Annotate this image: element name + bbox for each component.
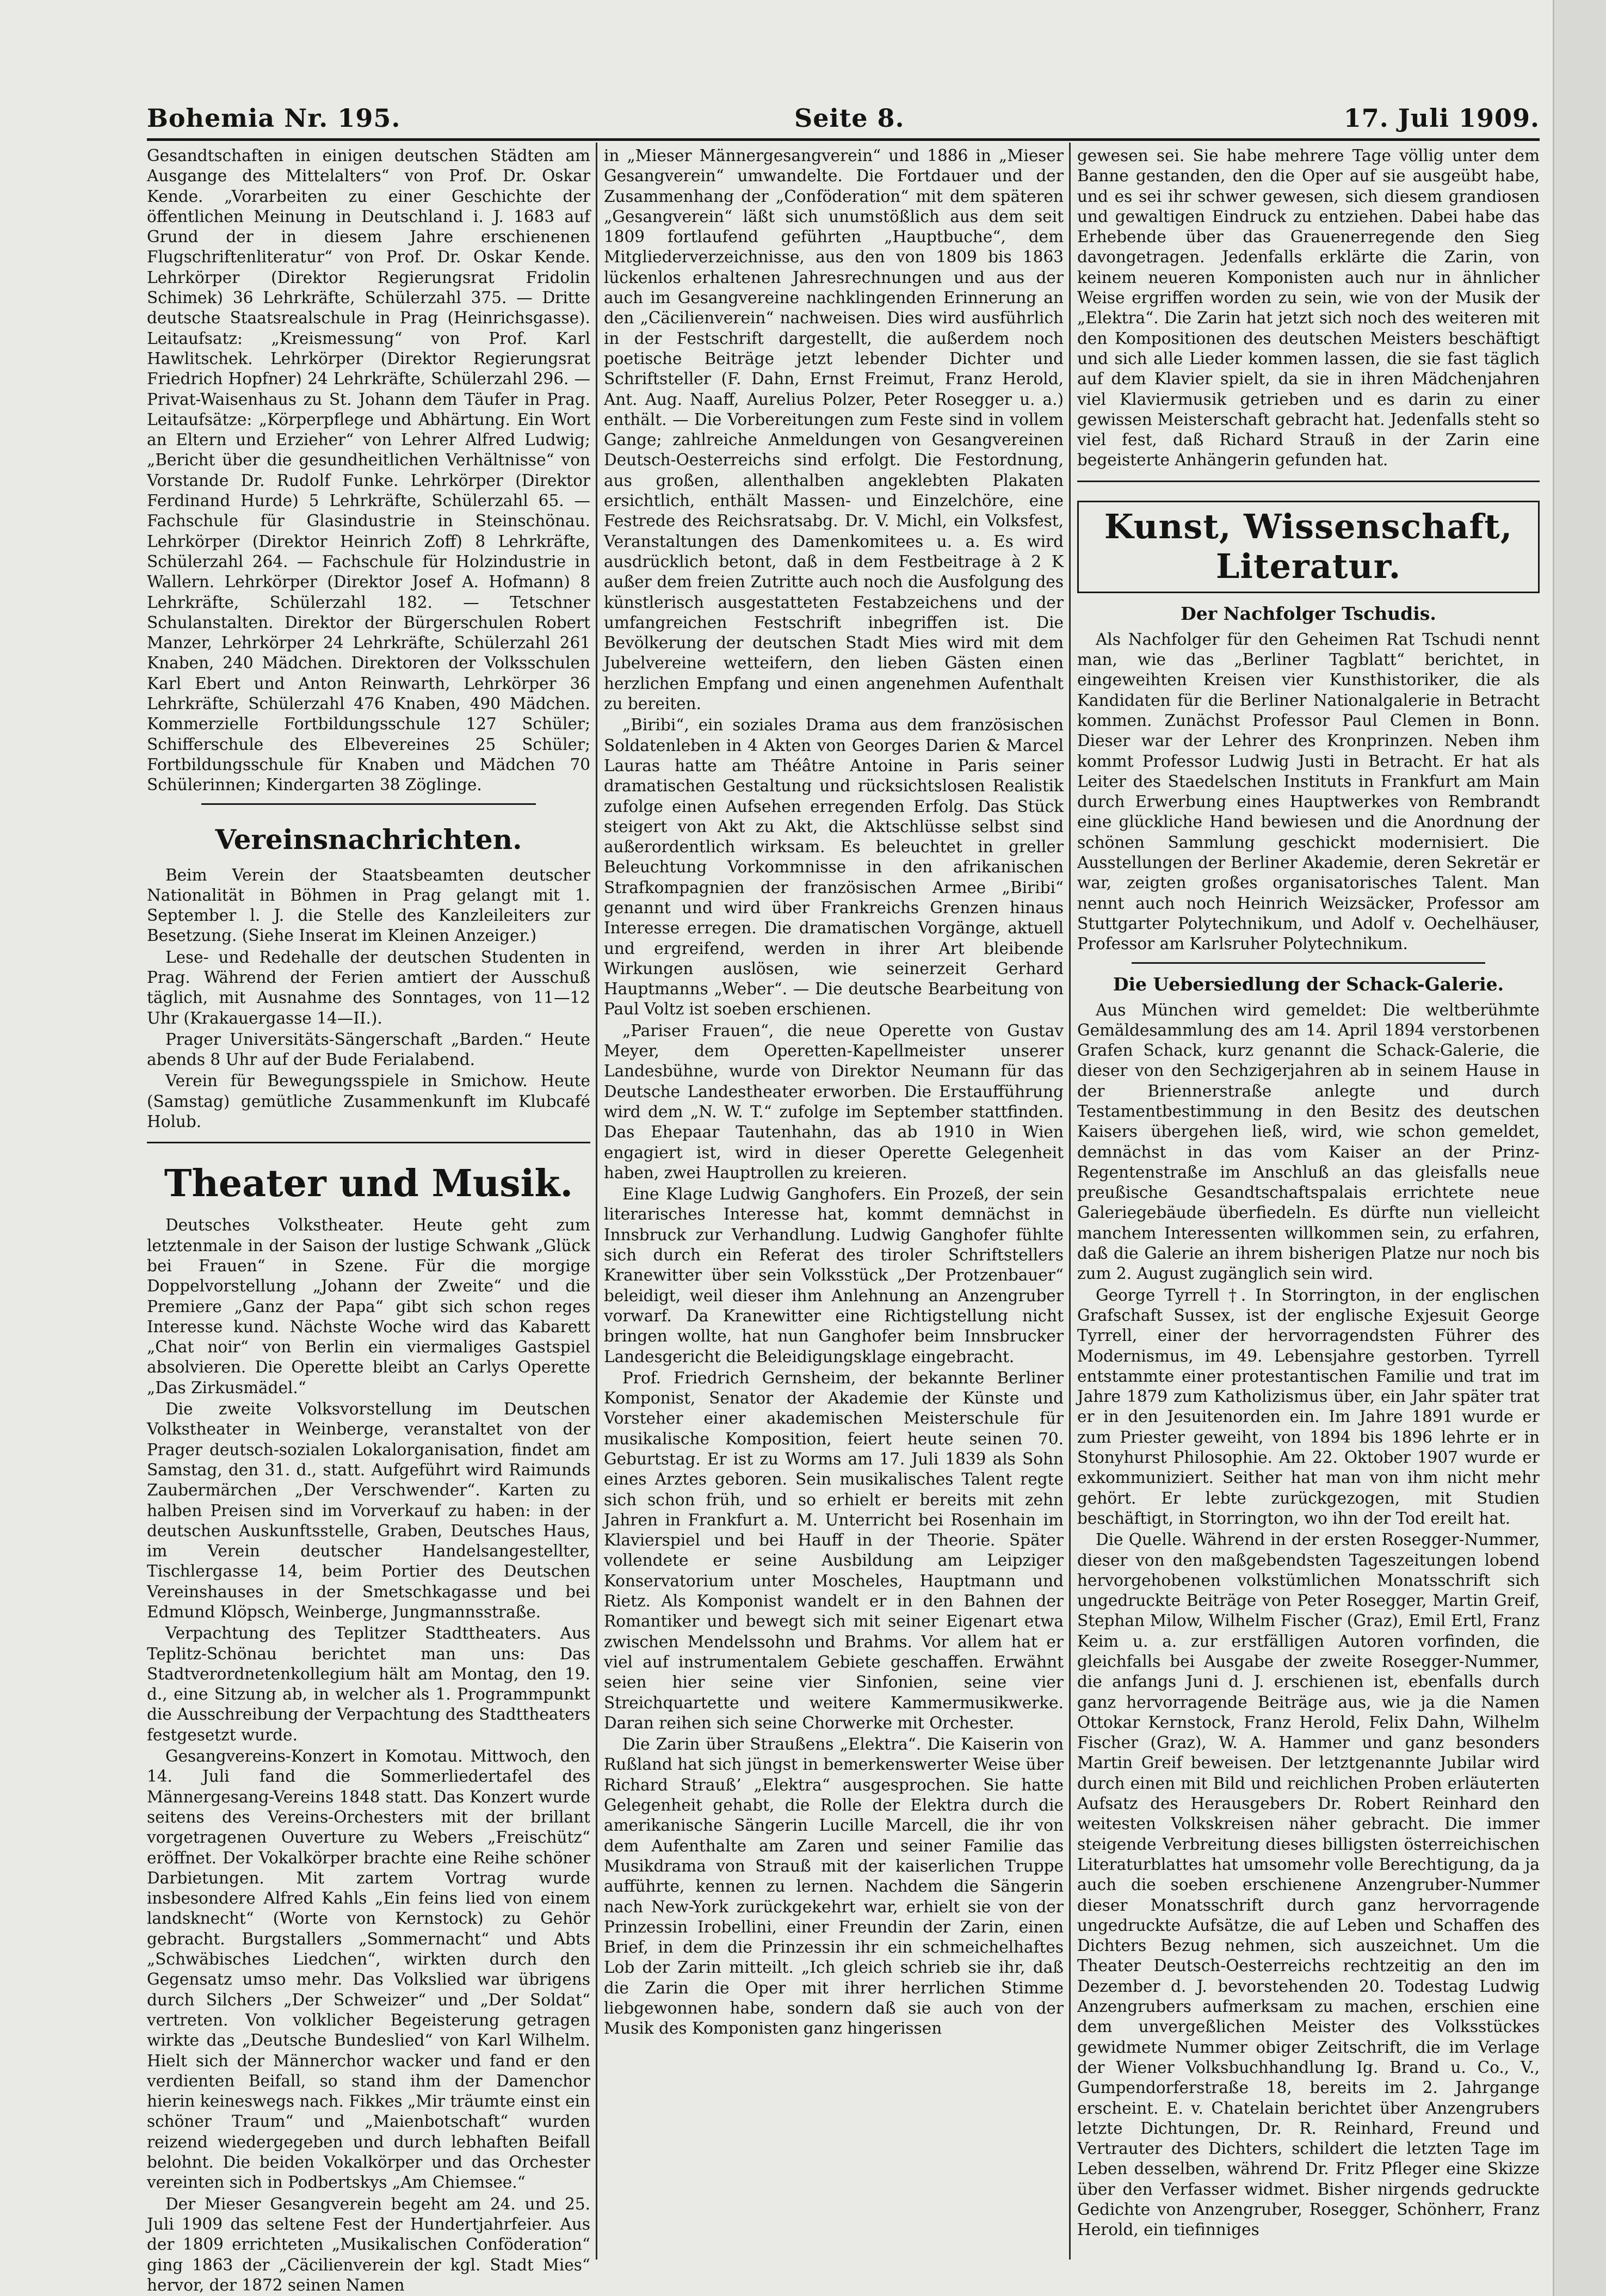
header-page-number: Seite 8. (794, 103, 905, 133)
page-header (147, 103, 1540, 136)
article-schack-galerie: Aus München wird gemeldet: Die weltberühmte Gemäldesammlung des am 14. April 1894 verstorbenen Grafen Schack, kurz genannt die Schack-Galerie, die dieser von den Sechzigerjahren ab in seinem Hause in der Briennerstraße anlegte und durch Testamentbestimmung in den Besitz des deutschen Kaisers übergehen ließ, wird, wie schon gemeldet, demnächst in das vom Kaiser an der Prinz-Regentenstraße im Anschluß an das gleisfalls neue preußische Gesandtschaftspalais errichtete neue Galeriegebäude überfiedeln. Es dürfte nun vielleicht manchem Interessenten willkommen sein, zu erfahren, daß die Galerie an ihrem bisherigen Platze nur noch bis zum 2. August zugänglich sein wird. (1077, 1000, 1540, 1283)
article-gernsheim: Prof. Friedrich Gernsheim, der bekannte Berliner Komponist, Senator der Akademie der Künste und Vorsteher einer akademischen Meisterschule für musikalische Komposition, feiert heute seinen 70. Geburtstag. Er ist zu Worms am 17. Juli 1839 als Sohn eines Arztes geboren. Sein musikalisches Talent regte sich schon früh, und so erhielt er bereits mit zehn Jahren in Frankfurt a. M. Unterricht bei Rosenhain im Klavierspiel und bei Hauff in der Theorie. Später vollendete er seine Ausbildung am Leipziger Konservatorium unter Moscheles, Hauptmann und Rietz. Als Komponist wandelt er in den Bahnen der Romantiker und bewegt sich mit seiner Eigenart etwa zwischen Mendelssohn und Brahms. Vor allem hat er viel auf instrumentalem Gebiete geschaffen. Erwähnt seien hier seine vier Sinfonien, seine vier Streichquartette und weitere Kammermusikwerke. Daran reihen sich seine Chorwerke mit Orchester. (604, 1368, 1064, 1732)
divider (147, 1142, 590, 1143)
subheading-schack-galerie: Die Uebersiedlung der Schack-Galerie. (1113, 973, 1504, 995)
notice-staatsbeamten: Beim Verein der Staatsbeamten deutscher Nationalität in Böhmen in Prag gelangt mit 1. September l. J. die Stelle des Kanzleileiters zur Besetzung. (Siehe Inserat im Kleinen Anzeiger.) (147, 865, 590, 945)
page-edge-shadow (1553, 0, 1606, 2296)
column-1 (147, 146, 590, 2294)
article-die-quelle: Die Quelle. Während in der ersten Rosegger-Nummer, dieser von den maßgebendsten Tageszeitungen lobend hervorgehobenen volkstümlichen Monatsschrift sich ungedruckte Beiträge von Peter Rosegger, Martin Greif, Stephan Milow, Wilhelm Fischer (Graz), Emil Ertl, Franz Keim u. a. zur erstfälligen Autoren vorfinden, die gleichfalls bei Ausgabe der zweite Rosegger-Nummer, die anfangs Juni d. J. erschienen ist, ebenfalls durch ganz hervorragende Beiträge aus, wie ja die Namen Ottokar Kernstock, Franz Herold, Felix Dahn, Wilhelm Fischer (Graz), W. A. Hammer und ganz besonders Martin Greif beweisen. Der letztgenannte Jubilar wird durch einen mit Bild und reichlichen Proben erläuterten Aufsatz des Herausgebers Dr. Robert Reinhard den weitesten Volkskreisen näher gebracht. Die immer steigende Verbreitung dieses billigsten österreichischen Literaturblattes hat umsomehr volle Berechtigung, da ja auch die soeben erschienene Anzengruber-Nummer dieser Monatsschrift durch ganz hervorragende ungedruckte Aufsätze, die auf Leben und Schaffen des Dichters Bezug nehmen, sich auszeichnet. Um die Theater Deutsch-Oesterreichs rechtzeitig an den im Dezember d. J. bevorstehenden 20. Todestag Ludwig Anzengrubers aufmerksam zu machen, erschien eine dem unvergeßlichen Meister des Volksstückes gewidmete Nummer obiger Zeitschrift, die im Verlage der Wiener Volksbuchhandlung Ig. Brand u. Co., V., Gumpendorferstraße 18, bereits im 2. Jahrgange erscheint. E. v. Chatelain berichtet über Anzengrubers letzte Dichtungen, Dr. R. Reinhard, Freund und Vertrauter des Dichters, schildert die letzten Tage im Leben desselben, während Dr. Fritz Pfleger eine Skizze über den Verfasser widmet. Bisher nirgends gedruckte Gedichte von Anzengruber, Rosegger, Schönherr, Franz Herold, ein tiefinniges (1077, 1530, 1540, 2239)
article-teplitz-stadttheater: Verpachtung des Teplitzer Stadttheaters. Aus Teplitz-Schönau berichtet man uns: Das Stadtverordnetenkollegium hält am Montag, den 19. d., eine Sitzung ab, in welcher als 1. Programmpunkt die Ausschreibung der Verpachtung des Stadttheaters festgesetzt wurde. (147, 1624, 590, 1744)
header-rule (147, 138, 1540, 141)
divider (1132, 962, 1485, 964)
article-mieser-continued: in „Mieser Männergesangverein“ und 1886 in „Mieser Gesangverein“ umwandelte. Die Fortdauer und der Zusammenhang der „Conföderation“ mit dem späteren „Gesangverein“ läßt sich unumstößlich aus dem seit 1809 fortlaufend geführten „Hauptbuche“, dem Mitgliederverzeichnisse, aus den von 1809 bis 1863 lückenlos erhaltenen Jahresrechnungen und aus der auch im Gesangvereine nachklingenden Erinnerung an den „Cäcilienverein“ nachweisen. Dies wird ausführlich in der Festschrift dargestellt, die außerdem noch poetische Beiträge jetzt lebender Dichter und Schriftsteller (F. Dahn, Ernst Freimut, Franz Herold, Ant. Aug. Naaff, Aurelius Polzer, Peter Rosegger u. a.) enthält. — Die Vorbereitungen zum Feste sind in vollem Gange; zahlreiche Anmeldungen von Gesangvereinen Deutsch-Oesterreichs sind erfolgt. Die Festordnung, aus großen, allenthalben angeklebten Plakaten ersichtlich, enthält Massen- und Einzelchöre, eine Festrede des Reichsratsabg. Dr. V. Michl, ein Volksfest, Veranstaltungen des Damenkomitees u. a. Es wird ausdrücklich betont, daß in dem Festbeitrage à 2 K außer dem freien Zutritte auch noch die Ausfolgung des künstlerisch ausgestatteten Festabzeichens und der umfangreichen Festschrift inbegriffen ist. Die Bevölkerung der deutschen Stadt Mies wird mit dem Jubelvereine wetteifern, den lieben Gästen einen herzlichen Empfang und einen angenehmen Aufenthalt zu bereiten. (604, 146, 1064, 713)
article-volkstheater: Deutsches Volkstheater. Heute geht zum letztenmale in der Saison der lustige Schwank „Glück bei Frauen“ in Szene. Für die morgige Doppelvorstellung „Johann der Zweite“ und die Premiere „Ganz der Papa“ gibt sich schon reges Interesse kund. Nächste Woche wird das Kabarett „Chat noir“ von Berlin ein viermaliges Gastspiel absolvieren. Die Operette bleibt an Carlys Operette „Das Zirkusmädel.“ (147, 1216, 590, 1397)
column-3 (1077, 146, 1540, 2257)
subheading-nachfolger-tschudis: Der Nachfolger Tschudis. (1181, 602, 1436, 624)
column-rule-1 (596, 143, 597, 2260)
divider (1077, 481, 1540, 482)
article-biribi: „Biribi“, ein soziales Drama aus dem französischen Soldatenleben in 4 Akten von Georges Darien & Marcel Lauras hatte am Théâtre Antoine in Paris seiner dramatischen Gestaltung und rücksichtslosen Realistik zufolge einen Aufsehen erregenden Erfolg. Das Stück steigert von Akt zu Akt, die Aktschlüsse selbst sind außerordentlich wirksam. Es beleuchtet in greller Beleuchtung Vorkommnisse in den afrikanischen Strafkompagnien der französischen Armee „Biribi“ genannt und wird über Frankreichs Grenzen hinaus Interesse erregen. Die dramatischen Vorgänge, aktuell und ergreifend, werden in ihrer Art bleibende Wirkungen auslösen, wie seinerzeit Gerhard Hauptmanns „Weber“. — Die deutsche Bearbeitung von Paul Voltz ist soeben erschienen. (604, 716, 1064, 1019)
article-george-tyrrell: George Tyrrell †. In Storrington, in der englischen Grafschaft Sussex, ist der englische Exjesuit George Tyrrell, einer der hervorragendsten Führer des Modernismus, im 49. Lebensjahre gestorben. Tyrrell entstammte einer protestantischen Familie und trat im Jahre 1879 zum Katholizismus über, ein Jahr später trat er in den Jesuitenorden ein. Im Jahre 1891 wurde er zum Priester geweiht, von 1894 bis 1896 lehrte er in Stonyhurst Philosophie. Am 22. Oktober 1907 wurde er exkommuniziert. Seither hat man von ihm nicht mehr gehört. Er lebte zurückgezogen, mit Studien beschäftigt, in Storrington, wo ihn der Tod ereilt hat. (1077, 1285, 1540, 1528)
section-heading-theater-musik: Theater und Musik. (164, 1162, 573, 1206)
article-volksvorstellung: Die zweite Volksvorstellung im Deutschen Volkstheater in Weinberge, veranstaltet von der Prager deutsch-sozialen Lokalorganisation, findet am Samstag, den 31. d., statt. Aufgeführt wird Raimunds Zaubermärchen „Der Verschwender“. Karten zu halben Preisen sind im Vorverkauf zu haben: in der deutschen Auskunftsstelle, Graben, Deutsches Haus, im Verein deutscher Handelsangestellter, Tischlergasse 14, beim Portier des Deutschen Vereinshauses in der Smetschkagasse und bei Edmund Klöpsch, Weinberge, Jungmannsstraße. (147, 1400, 590, 1621)
article-mieser-gesangverein: Der Mieser Gesangverein begeht am 24. und 25. Juli 1909 das seltene Fest der Hundertjahrfeier. Aus der 1809 errichteten „Musikalischen Conföderation“ ging 1863 der „Cäcilienverein der kgl. Stadt Mies“ hervor, der 1872 seinen Namen (147, 2194, 590, 2294)
article-zarin-elektra: Die Zarin über Straußens „Elektra“. Die Kaiserin von Rußland hat sich jüngst in bemerkenswerter Weise über Richard Strauß’ „Elektra“ ausgesprochen. Sie hatte Gelegenheit gehabt, die Rolle der Elektra durch die amerikanische Sängerin Lucille Marcell, die ihr von dem Aufenthalte am Zaren und seiner Familie das Musikdrama von Strauß mit der kaiserlichen Truppe aufführte, kennen zu lernen. Nachdem die Sängerin nach New-York zurückgekehrt war, erhielt sie von der Prinzessin Irobellini, einer Freundin der Zarin, einen Brief, in dem die Prinzessin ihr ein schmeichelhaftes Lob der Zarin mitteilt. „Ich gleich schrieb sie ihr, daß die Zarin die Oper mit ihrer herrlichen Stimme liebgewonnen habe, sondern daß sie auch von der Musik des Komponisten ganz hingerissen (604, 1735, 1064, 2038)
notice-bewegungsspiele: Verein für Bewegungsspiele in Smichow. Heute (Samstag) gemütliche Zusammenkunft im Klubcafé Holub. (147, 1072, 590, 1131)
article-nachfolger-tschudis: Als Nachfolger für den Geheimen Rat Tschudi nennt man, wie das „Berliner Tagblatt“ berichtet, in eingeweihten Kreisen vier Kunsthistoriker, die als Kandidaten für die Berliner Nationalgalerie in Betracht kommen. Zunächst Professor Paul Clemen in Bonn. Dieser war der Lehrer des Kronprinzen. Neben ihm kommt Professor Ludwig Justi in Betracht. Er hat als Leiter des Staedelschen Instituts in Frankfurt am Main durch Erwerbung eines Hauptwerkes von Rembrandt eine glückliche Hand bewiesen und die Anordnung der schönen Sammlung geschickt modernisiert. Die Ausstellungen der Berliner Akademie, deren Sekretär er war, zeigten großes organisatorisches Talent. Man nennt auch noch Heinrich Weizsäcker, Professor am Stuttgarter Polytechnikum, und Adolf v. Oechelhäuser, Professor am Karlsruher Polytechnikum. (1077, 630, 1540, 953)
section-heading-vereinsnachrichten: Vereinsnachrichten. (215, 823, 522, 855)
article-pariser-frauen: „Pariser Frauen“, die neue Operette von Gustav Meyer, dem Operetten-Kapellmeister unserer Landesbühne, wurde von Direktor Neumann für das Deutsche Landestheater erworben. Die Erstaufführung wird dem „N. W. T.“ zufolge im September stattfinden. Das Ehepaar Tautenhahn, das ab 1910 in Wien engagiert ist, wird in dieser Operette Gelegenheit haben, zwei Hauptrollen zu kreieren. (604, 1021, 1064, 1182)
header-date: 17. Juli 1909. (1343, 103, 1540, 133)
article-komotau-konzert: Gesangvereins-Konzert in Komotau. Mittwoch, den 14. Juli fand die Sommerliedertafel des Männergesang-Vereins 1848 statt. Das Konzert wurde seitens des Vereins-Orchesters mit der brillant vorgetragenen Ouverture zu Webers „Freischütz“ eröffnet. Der Vokalkörper brachte eine Reihe schöner Darbietungen. Mit zartem Vortrag wurde insbesondere Alfred Kahls „Ein feins lied von einem landsknecht“ (Worte von Kernstock) zu Gehör gebracht. Burgstallers „Sommernacht“ und Abts „Schwäbisches Liedchen“, wirkten durch den Gegensatz umso mehr. Das Volkslied war übrigens durch Silchers „Der Schweizer“ und „Der Soldat“ vertreten. Von volklicher Begeisterung getragen wirkte das „Deutsche Bundeslied“ von Karl Wilhelm. Hielt sich der Männerchor wacker und fand er den verdienten Beifall, so stand ihm der Damenchor hierin keineswegs nach. Fikkes „Mir träumte einst ein schöner Traum“ und „Maienbotschaft“ wurden reizend wiedergegeben und durch lebhaften Beifall belohnt. Die beiden Vokalkörper und das Orchester vereinten sich in Podbertskys „Am Chiemsee.“ (147, 1747, 590, 2192)
article-ganghofer-klage: Eine Klage Ludwig Ganghofers. Ein Prozeß, der sein literarisches Interesse hat, kommt demnächst in Innsbruck zur Verhandlung. Ludwig Ganghofer fühlte sich durch ein Referat des tiroler Schriftstellers Kranewitter über sein Volksstück „Der Protzenbauer“ beleidigt, weil dieser ihm Anlehnung an Anzengruber vorwarf. Da Kranewitter eine Richtigstellung nicht bringen wollte, hat nun Ganghofer beim Innsbrucker Landesgericht die Beleidigungsklage eingebracht. (604, 1185, 1064, 1366)
column-2 (604, 146, 1064, 2257)
notice-lesehalle: Lese- und Redehalle der deutschen Studenten in Prag. Während der Ferien amtiert der Ausschuß täglich, mit Ausnahme des Sonntages, von 11—12 Uhr (Krakauergasse 14—II.). (147, 947, 590, 1027)
section-heading-kunst-wissenschaft: Kunst, Wissenschaft, Literatur. (1077, 501, 1540, 593)
article-school-reports: Gesandtschaften in einigen deutschen Städten am Ausgange des Mittelalters“ von Prof. Dr. Oskar Kende. „Vorarbeiten zu einer Geschichte der öffentlichen Meinung in Deutschland i. J. 1683 auf Grund der in diesem Jahre erschienenen Flugschriftenliteratur“ von Prof. Dr. Oskar Kende. Lehrkörper (Direktor Regierungsrat Fridolin Schimek) 36 Lehrkräfte, Schülerzahl 375. — Dritte deutsche Staatsrealschule in Prag (Heinrichsgasse). Leitaufsatz: „Kreismessung“ von Prof. Karl Hawlitschek. Lehrkörper (Direktor Regierungsrat Friedrich Hopfner) 24 Lehrkräfte, Schülerzahl 296. — Privat-Waisenhaus zu St. Johann dem Täufer in Prag. Leitaufsätze: „Körperpflege und Abhärtung. Ein Wort an Eltern und Erzieher“ von Lehrer Alfred Ludwig; „Bericht über die gesundheitlichen Verhältnisse“ von Vorstande Dr. Rudolf Funke. Lehrkörper (Direktor Ferdinand Hurde) 5 Lehrkräfte, Schülerzahl 65. — Fachschule für Glasindustrie in Steinschönau. Lehrkörper (Direktor Heinrich Zoff) 8 Lehrkräfte, Schülerzahl 264. — Fachschule für Holzindustrie in Wallern. Lehrkörper (Direktor Josef A. Hofmann) 8 Lehrkräfte, Schülerzahl 182. — Tetschner Schulanstalten. Direktor der Bürgerschulen Robert Manzer, Lehrkörper 24 Lehrkräfte, Schülerzahl 261 Knaben, 240 Mädchen. Direktoren der Volksschulen Karl Ebert und Anton Reinwarth, Lehrkörper 36 Lehrkräfte, Schülerzahl 476 Knaben, 490 Mädchen. Kommerzielle Fortbildungsschule 127 Schüler; Schifferschule des Elbevereines 25 Schüler; Fortbildungsschule für Knaben und Mädchen 70 Schülerinnen; Kindergarten 38 Zöglinge. (147, 146, 590, 795)
divider (201, 803, 536, 805)
header-newspaper-issue: Bohemia Nr. 195. (147, 103, 401, 133)
column-rule-2 (1069, 143, 1071, 2260)
article-zarin-continued: gewesen sei. Sie habe mehrere Tage völlig unter dem Banne gestanden, den die Oper auf sie ausgeübt habe, und es sei ihr schwer gewesen, sich diesem grandiosen und gewaltigen Eindruck zu entziehen. Dabei habe das Erhebende über das Grauenerregende den Sieg davongetragen. Jedenfalls erklärte die Zarin, von keinem neueren Komponisten auch nur in ähnlicher Weise ergriffen worden zu sein, wie von der Musik der „Elektra“. Die Zarin hat jetzt sich noch des weiteren mit den Kompositionen des deutschen Meisters beschäftigt und sich alle Lieder kommen lassen, die sie fast täglich auf dem Klavier spielt, da sie in ihren Mädchenjahren viel Klaviermusik getrieben und es darin zu einer gewissen Meisterschaft gebracht hat. Jedenfalls steht so viel fest, daß Richard Strauß in der Zarin eine begeisterte Anhängerin gefunden hat. (1077, 146, 1540, 470)
notice-saengerschaft: Prager Universitäts-Sängerschaft „Barden.“ Heute abends 8 Uhr auf der Bude Ferialabend. (147, 1030, 590, 1069)
